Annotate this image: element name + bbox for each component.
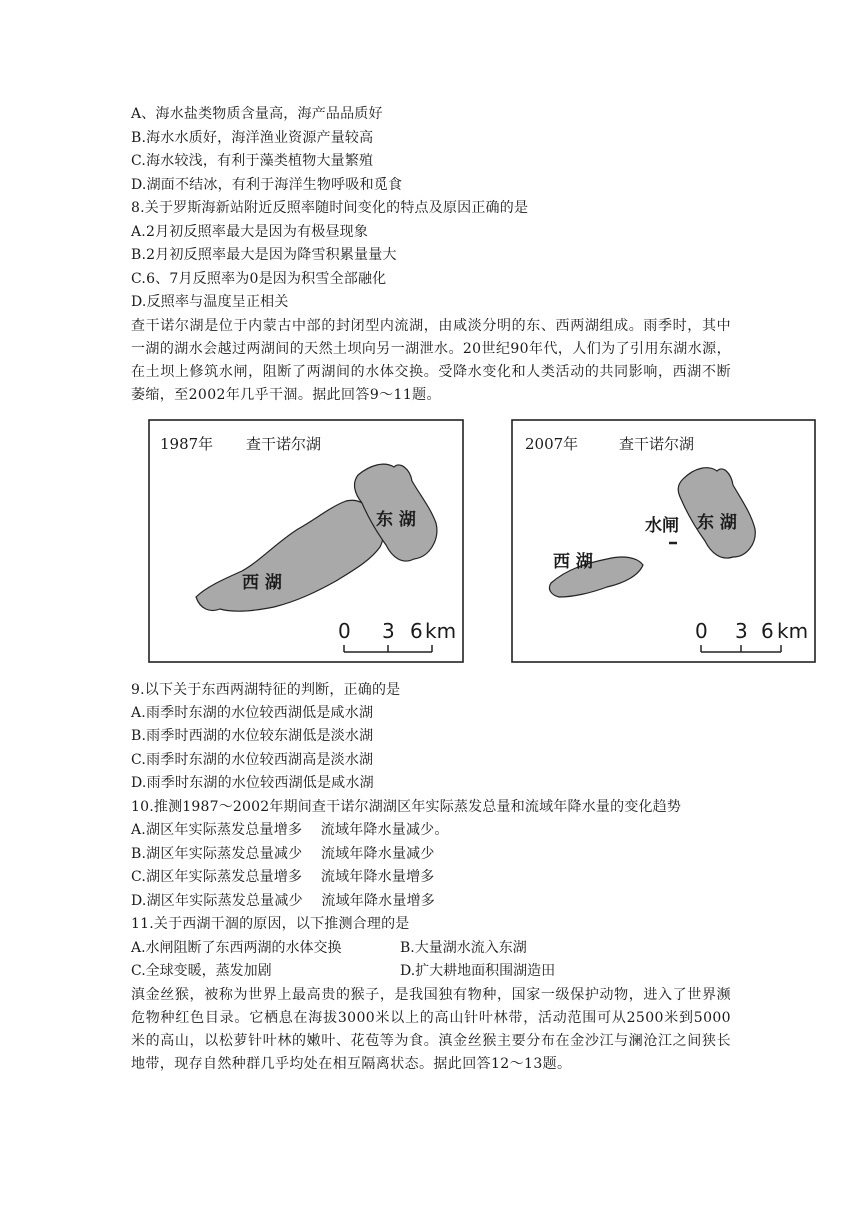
q9-option-b: B.雨季时西湖的水位较东湖低是淡水湖 — [131, 728, 374, 744]
q10-option-b: B.湖区年实际蒸发总量减少 流域年降水量减少 — [131, 846, 435, 862]
q10-stem: 10.推测1987～2002年期间查干诺尔湖湖区年实际蒸发总量和流域年降水量的变化趋势 — [131, 799, 682, 815]
scale-1987-km: km — [425, 619, 457, 643]
q9-option-d: D.雨季时东湖的水位较西湖低是咸水湖 — [131, 775, 374, 791]
scale-1987-3: 3 — [382, 619, 395, 643]
q7-option-d: D.湖面不结冰，有利于海洋生物呼吸和觅食 — [131, 177, 403, 193]
q9-stem: 9.以下关于东西两湖特征的判断，正确的是 — [131, 682, 401, 698]
q11-option-a: A.水闸阻断了东西两湖的水体交换 — [131, 940, 342, 956]
q7-option-b: B.海水水质好，海洋渔业资源产量较高 — [131, 130, 374, 146]
scale-1987-0: 0 — [338, 619, 351, 643]
map-2007-title: 查干诺尔湖 — [619, 435, 695, 453]
map-1987-title: 查干诺尔湖 — [246, 435, 322, 453]
q11-option-d: D.扩大耕地面积围湖造田 — [400, 963, 556, 979]
q9-option-a: A.雨季时东湖的水位较西湖低是咸水湖 — [131, 705, 374, 721]
west-lake-1987-label: 西 湖 — [242, 573, 282, 593]
q10-option-a: A.湖区年实际蒸发总量增多 流域年降水量减少。 — [131, 822, 449, 838]
scale-2007-0: 0 — [695, 619, 708, 643]
q11-option-c: C.全球变暖，蒸发加剧 — [131, 963, 272, 979]
q7-option-c: C.海水较浅，有利于藻类植物大量繁殖 — [131, 153, 374, 169]
map-1987 — [148, 419, 464, 663]
scale-2007-km: km — [777, 619, 809, 643]
scale-2007-3: 3 — [735, 619, 748, 643]
q10-option-c: C.湖区年实际蒸发总量增多 流域年降水量增多 — [131, 869, 435, 885]
q8-option-b: B.2月初反照率最大是因为降雪积累量量大 — [131, 247, 397, 263]
q8-stem: 8.关于罗斯海新站附近反照率随时间变化的特点及原因正确的是 — [131, 200, 529, 216]
map-2007-year: 2007年 — [525, 435, 579, 453]
gate-2007-label: 水闸 — [645, 516, 679, 536]
passage-chagan-lake: 查干诺尔湖是位于内蒙古中部的封闭型内流湖，由咸淡分明的东、西两湖组成。雨季时，其中一湖的湖水会越过两湖间的天然土坝向另一湖泄水。20世纪90年代，人们为了引用东湖水源，在土坝上修筑水闸，阻断了两湖间的水体交换。受降水变化和人类活动的共同影响，西湖不断萎缩，至2002年几乎干涸。据此回答9～11题。 — [131, 318, 731, 403]
east-lake-2007-label: 东 湖 — [697, 513, 737, 533]
q10-option-d: D.湖区年实际蒸发总量减少 流域年降水量增多 — [131, 893, 435, 909]
passage-golden-monkey: 滇金丝猴，被称为世界上最高贵的猴子，是我国独有物种，国家一级保护动物，进入了世界濒危物种红色目录。它栖息在海拔3000米以上的高山针叶林带，活动范围可从2500米到5000米的高山，以松萝针叶林的嫩叶、花苞等为食。滇金丝猴主要分布在金沙江与澜沧江之间狭长地带，现存自然种群几乎均处在相互隔离状态。据此回答12～13题。 — [131, 987, 731, 1072]
map-1987-year: 1987年 — [160, 435, 214, 453]
q7-option-a: A、海水盐类物质含量高，海产品品质好 — [131, 106, 383, 122]
q8-option-a: A.2月初反照率最大是因为有极昼现象 — [131, 224, 369, 240]
q9-option-c: C.雨季时东湖的水位较西湖高是淡水湖 — [131, 752, 374, 768]
q8-option-c: C.6、7月反照率为0是因为积雪全部融化 — [131, 271, 387, 287]
scale-1987-6: 6 — [410, 619, 423, 643]
q11-stem: 11.关于西湖干涸的原因，以下推测合理的是 — [131, 916, 410, 932]
east-lake-1987-label: 东 湖 — [376, 510, 416, 530]
scale-2007-6: 6 — [761, 619, 774, 643]
west-lake-2007-label: 西 湖 — [553, 552, 593, 572]
q8-option-d: D.反照率与温度呈正相关 — [131, 294, 289, 310]
map-2007 — [511, 419, 816, 663]
q11-option-b: B.大量湖水流入东湖 — [400, 940, 527, 956]
